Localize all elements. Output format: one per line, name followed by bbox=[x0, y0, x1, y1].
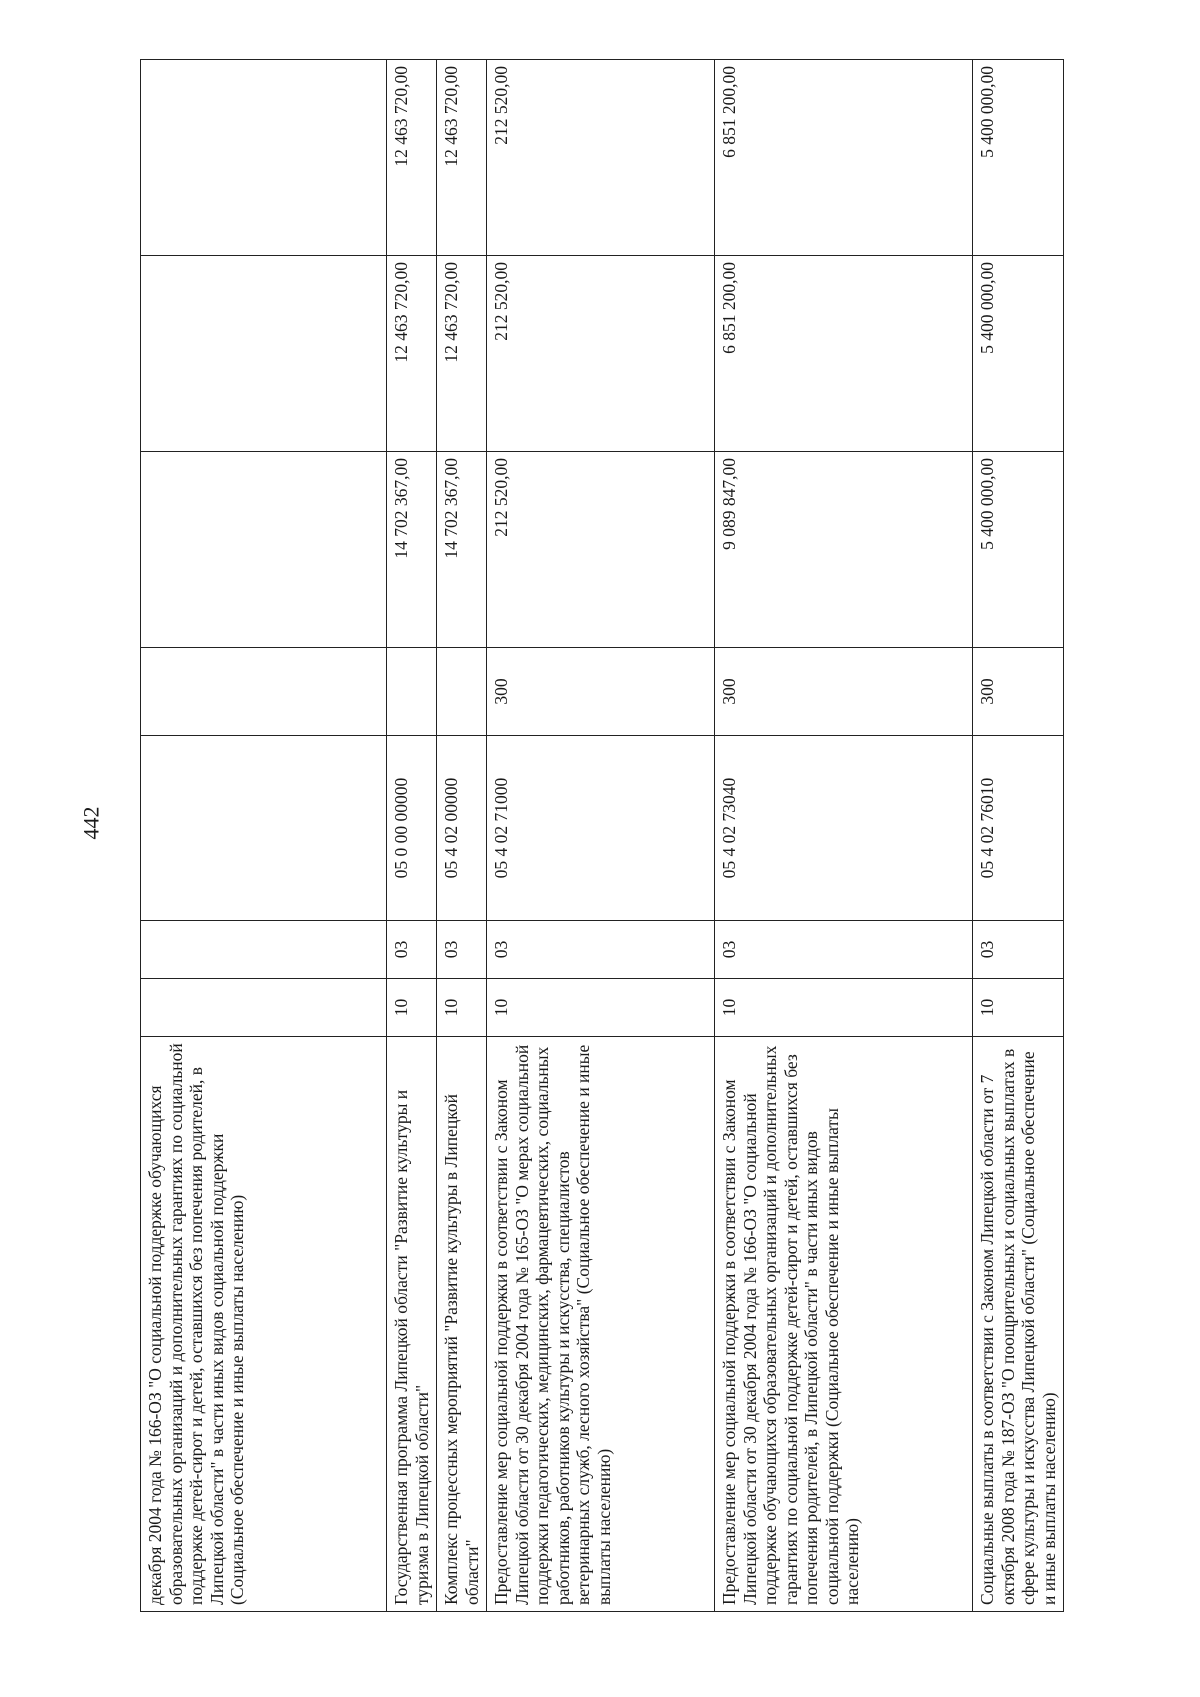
sum-year1-cell: 5 400 000,00 bbox=[973, 452, 1064, 648]
row-description: Предоставление мер социальной поддержки в соответствии с Законом Липецкой области от 30 декабря 2004 года № 166-ОЗ "О социальной поддержке обучающихся образовательных организаций и дополнительных гарантиях по социальной поддержке детей-сирот и детей, оставшихся без попечения родителей, в Липецкой области" в части иных видов социальной поддержки (Социальное обеспечение и иные выплаты населению) bbox=[715, 1037, 973, 1612]
csr-cell: 05 0 00 00000 bbox=[387, 736, 437, 921]
csr-cell: 05 4 02 71000 bbox=[487, 736, 715, 921]
razdel-cell bbox=[141, 979, 387, 1037]
podrazdel-cell: 03 bbox=[487, 921, 715, 979]
podrazdel-cell: 03 bbox=[973, 921, 1064, 979]
table-row bbox=[487, 60, 715, 1612]
razdel-cell: 10 bbox=[487, 979, 715, 1037]
rotated-table-wrapper bbox=[140, 60, 1059, 1612]
razdel-cell: 10 bbox=[973, 979, 1064, 1037]
podrazdel-cell bbox=[141, 921, 387, 979]
sum-year1-cell: 14 702 367,00 bbox=[437, 452, 487, 648]
csr-cell: 05 4 02 00000 bbox=[437, 736, 487, 921]
row-description: Комплекс процессных мероприятий "Развитие культуры в Липецкой области" bbox=[437, 1037, 487, 1612]
vr-cell: 300 bbox=[487, 648, 715, 736]
page-number: 442 bbox=[78, 806, 104, 840]
table-row bbox=[715, 60, 973, 1612]
vr-cell: 300 bbox=[715, 648, 973, 736]
table-row bbox=[973, 60, 1064, 1612]
razdel-cell: 10 bbox=[437, 979, 487, 1037]
row-description: Государственная программа Липецкой области "Развитие культуры и туризма в Липецкой области" bbox=[387, 1037, 437, 1612]
podrazdel-cell: 03 bbox=[387, 921, 437, 979]
sum-year3-cell bbox=[141, 60, 387, 256]
sum-year3-cell: 12 463 720,00 bbox=[387, 60, 437, 256]
podrazdel-cell: 03 bbox=[437, 921, 487, 979]
sum-year2-cell bbox=[141, 256, 387, 452]
razdel-cell: 10 bbox=[715, 979, 973, 1037]
csr-cell: 05 4 02 73040 bbox=[715, 736, 973, 921]
table-row bbox=[141, 60, 387, 1612]
sum-year3-cell: 5 400 000,00 bbox=[973, 60, 1064, 256]
row-description: Предоставление мер социальной поддержки в соответствии с Законом Липецкой области от 30 декабря 2004 года № 165-ОЗ "О мерах социальной поддержки педагогических, медицинских, фармацевтических, социальных работников, работников культуры и искусства, специалистов ветеринарных служб, лесного хозяйства" (Социальное обеспечение и иные выплаты населению) bbox=[487, 1037, 715, 1612]
podrazdel-cell: 03 bbox=[715, 921, 973, 979]
sum-year1-cell bbox=[141, 452, 387, 648]
vr-cell bbox=[387, 648, 437, 736]
row-description: декабря 2004 года № 166-ОЗ "О социальной поддержке обучающихся образовательных организаций и дополнительных гарантиях по социальной поддержке детей-сирот и детей, оставшихся без попечения родителей, в Липецкой области" в части иных видов социальной поддержки (Социальное обеспечение и иные выплаты населению) bbox=[141, 1037, 387, 1612]
vr-cell bbox=[437, 648, 487, 736]
sum-year3-cell: 6 851 200,00 bbox=[715, 60, 973, 256]
vr-cell bbox=[141, 648, 387, 736]
sum-year3-cell: 12 463 720,00 bbox=[437, 60, 487, 256]
budget-table bbox=[140, 59, 1064, 1612]
vr-cell: 300 bbox=[973, 648, 1064, 736]
sum-year1-cell: 9 089 847,00 bbox=[715, 452, 973, 648]
razdel-cell: 10 bbox=[387, 979, 437, 1037]
sum-year2-cell: 212 520,00 bbox=[487, 256, 715, 452]
csr-cell: 05 4 02 76010 bbox=[973, 736, 1064, 921]
csr-cell bbox=[141, 736, 387, 921]
row-description: Социальные выплаты в соответствии с Законом Липецкой области от 7 октября 2008 года № 187-ОЗ "О поощрительных и социальных выплатах в сфере культуры и искусства Липецкой области" (Социальное обеспечение и иные выплаты населению) bbox=[973, 1037, 1064, 1612]
sum-year1-cell: 212 520,00 bbox=[487, 452, 715, 648]
table-row bbox=[387, 60, 437, 1612]
sum-year3-cell: 212 520,00 bbox=[487, 60, 715, 256]
sum-year1-cell: 14 702 367,00 bbox=[387, 452, 437, 648]
sum-year2-cell: 12 463 720,00 bbox=[437, 256, 487, 452]
table-row bbox=[437, 60, 487, 1612]
sum-year2-cell: 6 851 200,00 bbox=[715, 256, 973, 452]
sum-year2-cell: 5 400 000,00 bbox=[973, 256, 1064, 452]
sum-year2-cell: 12 463 720,00 bbox=[387, 256, 437, 452]
